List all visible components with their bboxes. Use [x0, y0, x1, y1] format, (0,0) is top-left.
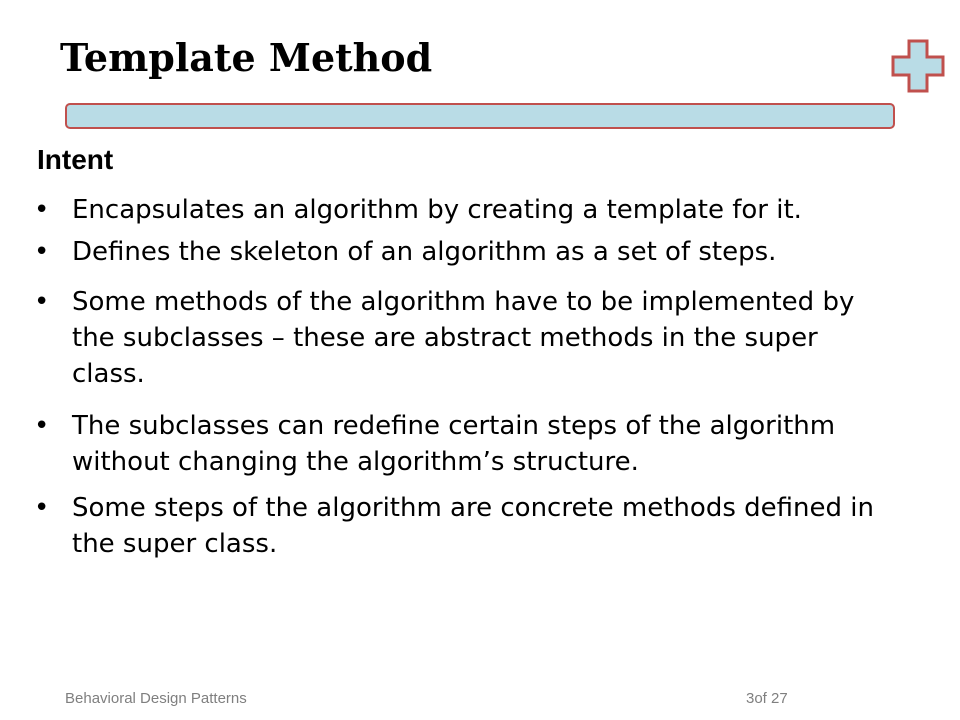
bullet-text: Defines the skeleton of an algorithm as a set of steps.	[72, 237, 777, 267]
bullet-icon: •	[34, 411, 50, 441]
bullet-text: Encapsulates an algorithm by creating a template for it.	[72, 195, 802, 225]
title-underline-bar	[65, 103, 895, 129]
bullet-text: Some steps of the algorithm are concrete methods defined in the super class.	[72, 493, 874, 559]
bullet-text: Some methods of the algorithm have to be implemented by the subclasses – these are abstract methods in the super class.	[72, 287, 855, 389]
slide-title: Template Method	[60, 35, 433, 80]
bullet-item	[30, 490, 892, 562]
bullet-item	[30, 284, 862, 392]
bullet-item	[30, 408, 932, 480]
section-heading: Intent	[37, 144, 114, 175]
plus-cross-icon	[890, 38, 946, 94]
bullet-text: The subclasses can redefine certain steps of the algorithm without changing the algorithm’s structure.	[72, 411, 836, 477]
bullet-icon: •	[34, 287, 50, 317]
bullet-item	[30, 234, 910, 270]
bullet-icon: •	[34, 195, 50, 225]
bullet-icon: •	[34, 493, 50, 523]
bullet-item	[30, 192, 910, 228]
bullet-icon: •	[34, 237, 50, 267]
slide-number: 3of 27	[746, 690, 788, 707]
bullet-list	[30, 192, 910, 572]
footer-title: Behavioral Design Patterns	[65, 690, 247, 707]
